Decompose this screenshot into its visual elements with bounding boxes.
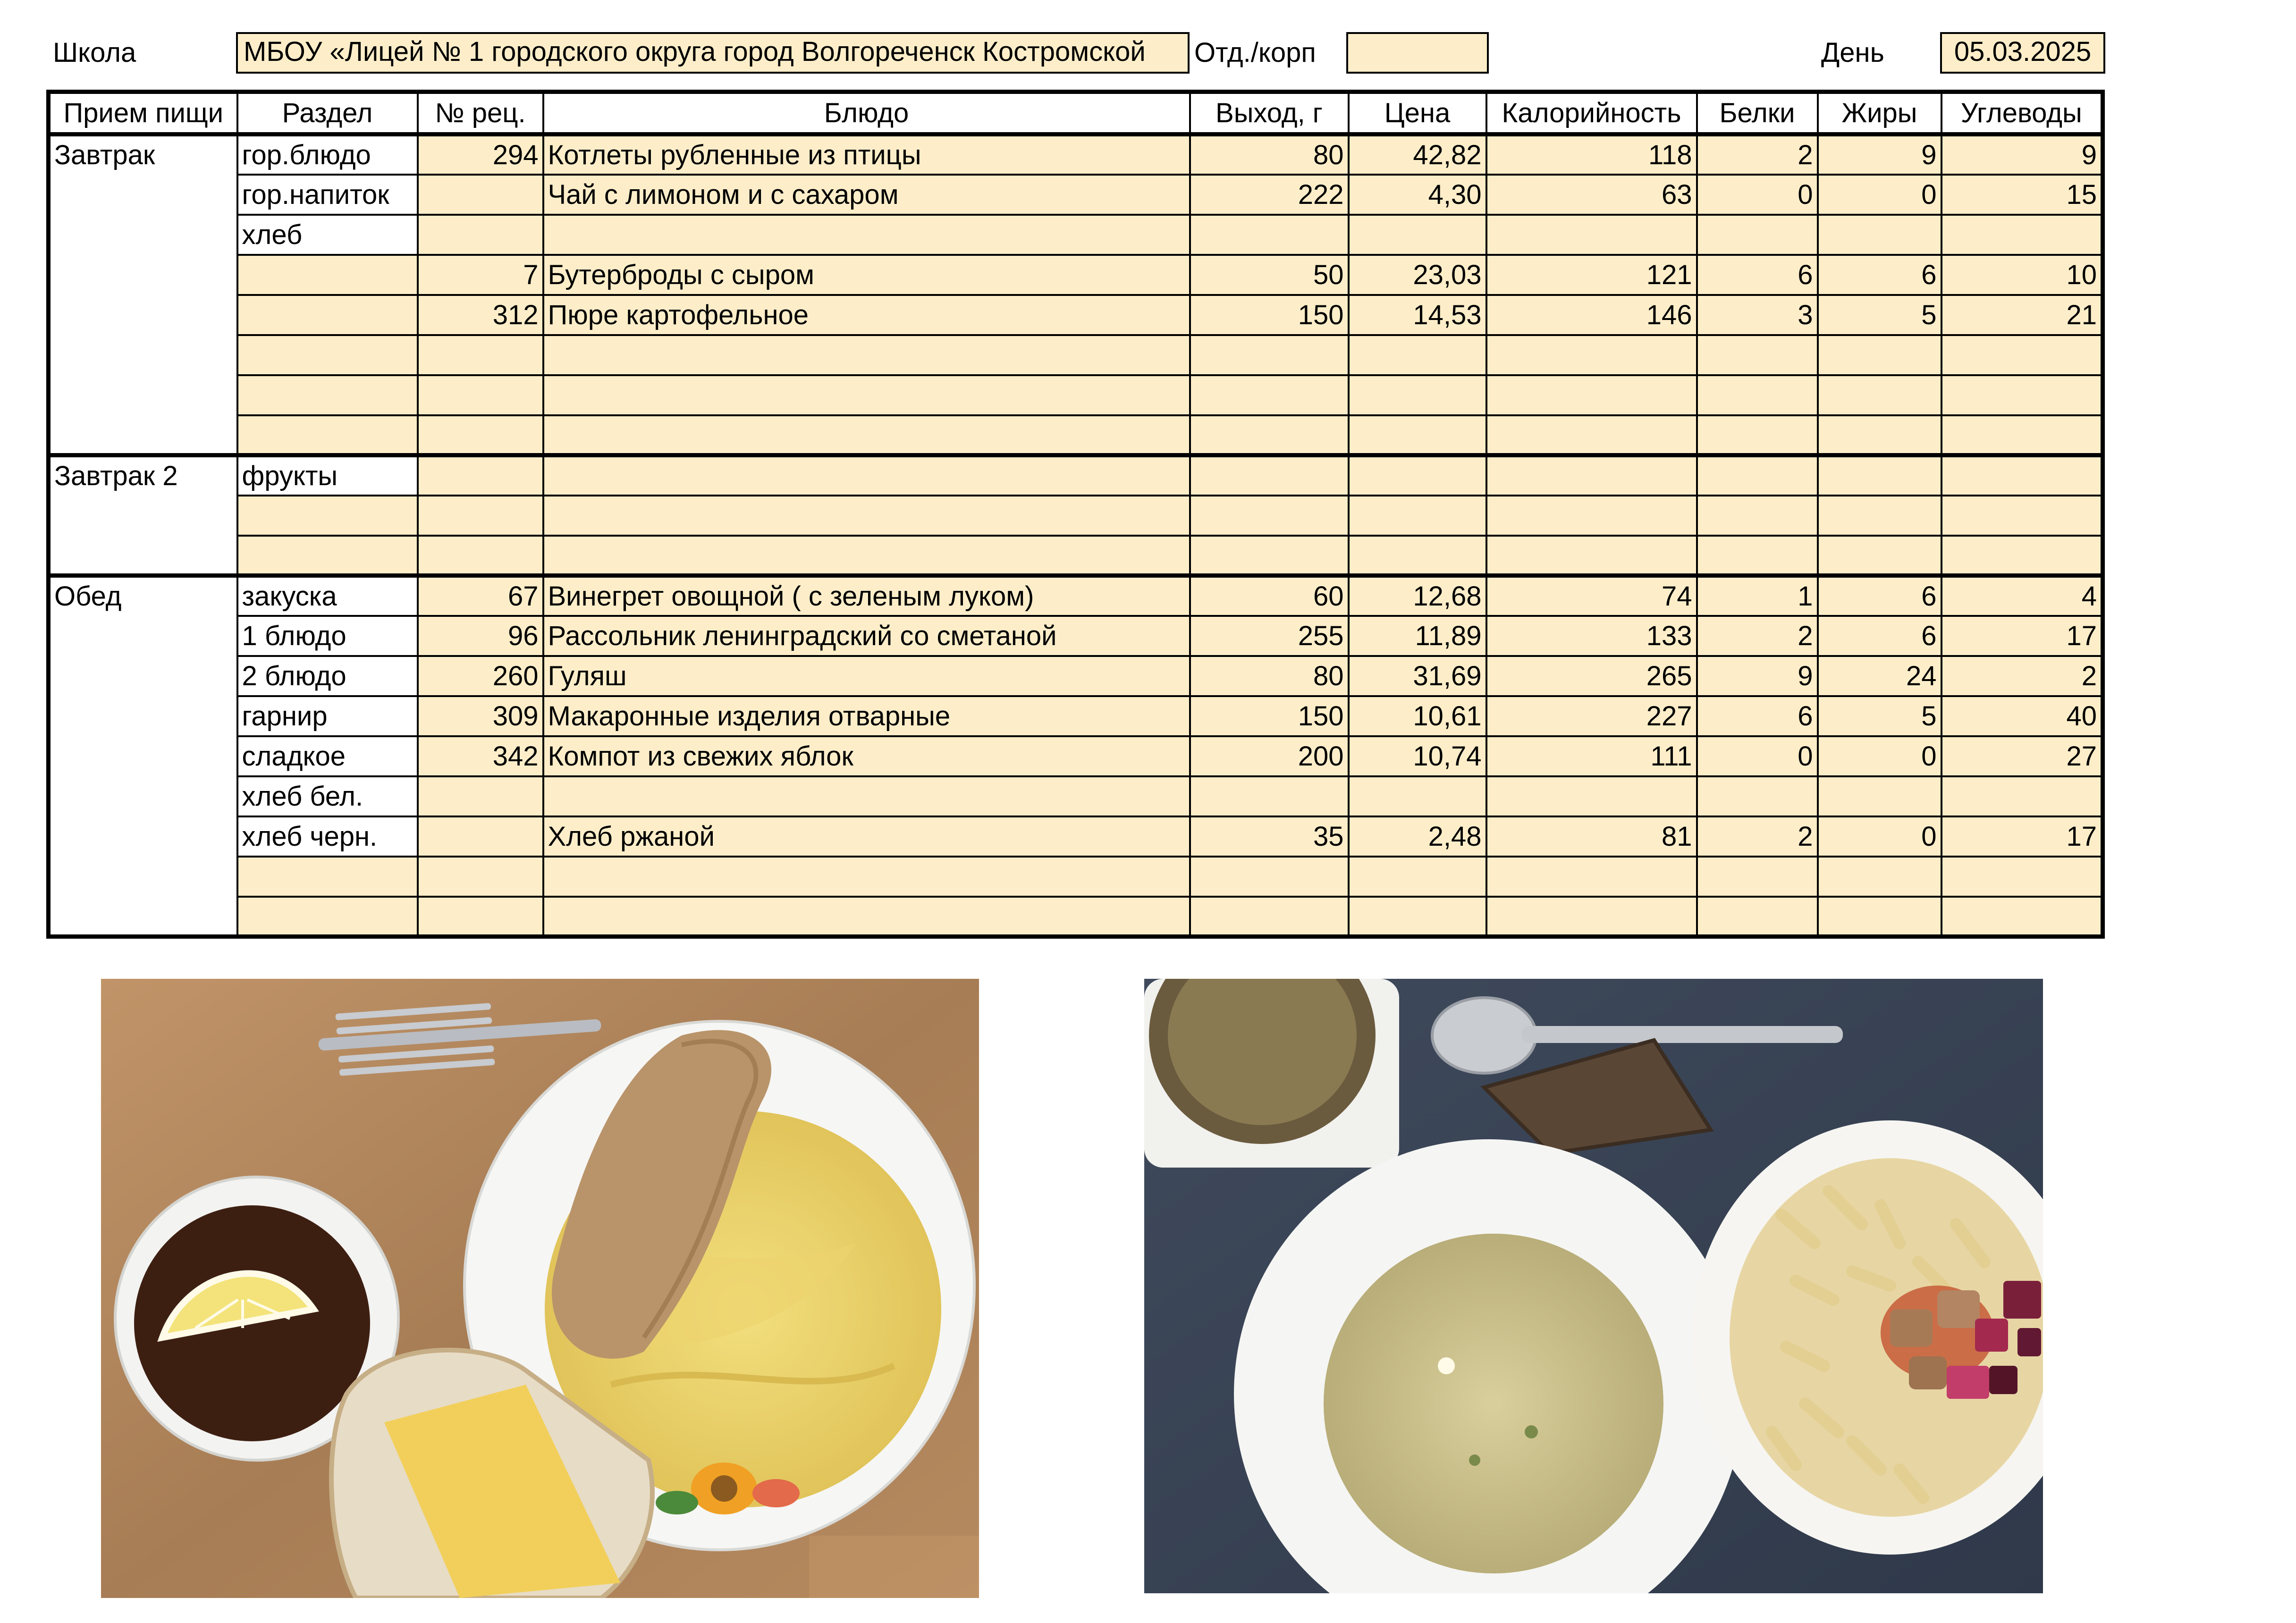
dish-cell[interactable]: Пюре картофельное xyxy=(543,295,1190,335)
breakfast2-row xyxy=(49,496,2103,536)
dish-cell[interactable] xyxy=(543,897,1190,937)
protein-cell[interactable] xyxy=(1697,455,1818,496)
calories-cell[interactable] xyxy=(1486,335,1697,375)
section-cell[interactable]: 2 блюдо xyxy=(237,656,418,696)
price-cell[interactable] xyxy=(1349,496,1486,536)
recipe-no-cell[interactable] xyxy=(418,335,543,375)
day-label: День xyxy=(1821,37,1884,68)
price-cell[interactable]: 4,30 xyxy=(1349,175,1486,215)
recipe-no-cell[interactable] xyxy=(418,536,543,576)
price-cell[interactable] xyxy=(1349,415,1486,455)
col-header-dish: Блюдо xyxy=(543,92,1190,135)
price-cell[interactable] xyxy=(1349,897,1486,937)
breakfast-row xyxy=(49,215,2103,255)
recipe-no-cell[interactable] xyxy=(418,455,543,496)
protein-cell[interactable]: 2 xyxy=(1697,816,1818,857)
recipe-no-cell[interactable]: 312 xyxy=(418,295,543,335)
menu-table xyxy=(46,90,2105,939)
section-cell[interactable]: сладкое xyxy=(237,736,418,776)
price-cell[interactable] xyxy=(1349,536,1486,576)
carbs-cell[interactable]: 9 xyxy=(1941,135,2103,175)
fat-cell[interactable] xyxy=(1818,857,1941,897)
carbs-cell[interactable] xyxy=(1941,897,2103,937)
carbs-cell[interactable] xyxy=(1941,455,2103,496)
calories-cell[interactable]: 121 xyxy=(1486,255,1697,295)
calories-cell[interactable] xyxy=(1486,536,1697,576)
dept-field[interactable] xyxy=(1346,32,1489,74)
col-header-price: Цена xyxy=(1349,92,1486,135)
breakfast-row xyxy=(49,295,2103,335)
price-cell[interactable]: 2,48 xyxy=(1349,816,1486,857)
school-label: Школа xyxy=(53,37,136,68)
recipe-no-cell[interactable]: 342 xyxy=(418,736,543,776)
recipe-no-cell[interactable]: 7 xyxy=(418,255,543,295)
fat-cell[interactable] xyxy=(1818,415,1941,455)
lunch-row xyxy=(49,857,2103,897)
output-cell[interactable]: 222 xyxy=(1190,175,1349,215)
output-cell[interactable] xyxy=(1190,215,1349,255)
dish-cell[interactable] xyxy=(543,496,1190,536)
dish-cell[interactable]: Рассольник ленинградский со сметаной xyxy=(543,616,1190,656)
calories-cell[interactable] xyxy=(1486,776,1697,816)
protein-cell[interactable]: 9 xyxy=(1697,656,1818,696)
calories-cell[interactable]: 118 xyxy=(1486,135,1697,175)
compote-mug xyxy=(1144,979,1399,1168)
section-cell[interactable] xyxy=(237,536,418,576)
output-cell[interactable] xyxy=(1190,496,1349,536)
fat-cell[interactable] xyxy=(1818,536,1941,576)
price-cell[interactable]: 31,69 xyxy=(1349,656,1486,696)
fat-cell[interactable]: 0 xyxy=(1818,816,1941,857)
meal-cell-breakfast2: Завтрак 2 xyxy=(49,455,237,576)
price-cell[interactable] xyxy=(1349,215,1486,255)
breakfast-row xyxy=(49,375,2103,415)
breakfast-row xyxy=(49,415,2103,455)
carbs-cell[interactable] xyxy=(1941,335,2103,375)
dish-cell[interactable]: Хлеб ржаной xyxy=(543,816,1190,857)
section-cell[interactable]: гор.напиток xyxy=(237,175,418,215)
col-header-recipe-no: № рец. xyxy=(418,92,543,135)
breakfast2-row xyxy=(49,455,2103,496)
price-cell[interactable]: 42,82 xyxy=(1349,135,1486,175)
carbs-cell[interactable]: 4 xyxy=(1941,576,2103,616)
fat-cell[interactable] xyxy=(1818,776,1941,816)
carbs-cell[interactable] xyxy=(1941,215,2103,255)
breakfast-row xyxy=(49,255,2103,295)
carbs-cell[interactable] xyxy=(1941,857,2103,897)
carbs-cell[interactable]: 40 xyxy=(1941,696,2103,736)
section-cell[interactable] xyxy=(237,897,418,937)
calories-cell[interactable]: 133 xyxy=(1486,616,1697,656)
carbs-cell[interactable] xyxy=(1941,776,2103,816)
protein-cell[interactable] xyxy=(1697,335,1818,375)
protein-cell[interactable]: 6 xyxy=(1697,255,1818,295)
school-name-field[interactable]: МБОУ «Лицей № 1 городского округа город Волгореченск Костромской xyxy=(236,32,1190,74)
lunch-photo xyxy=(1144,979,2043,1593)
section-cell[interactable] xyxy=(237,857,418,897)
day-field[interactable]: 05.03.2025 xyxy=(1940,32,2105,74)
breakfast-row xyxy=(49,335,2103,375)
carbs-cell[interactable]: 21 xyxy=(1941,295,2103,335)
recipe-no-cell[interactable] xyxy=(418,175,543,215)
protein-cell[interactable]: 0 xyxy=(1697,175,1818,215)
fat-cell[interactable]: 6 xyxy=(1818,616,1941,656)
dish-cell[interactable] xyxy=(543,857,1190,897)
calories-cell[interactable]: 111 xyxy=(1486,736,1697,776)
carbs-cell[interactable]: 15 xyxy=(1941,175,2103,215)
recipe-no-cell[interactable]: 309 xyxy=(418,696,543,736)
protein-cell[interactable]: 2 xyxy=(1697,616,1818,656)
recipe-no-cell[interactable]: 67 xyxy=(418,576,543,616)
calories-cell[interactable] xyxy=(1486,375,1697,415)
recipe-no-cell[interactable]: 260 xyxy=(418,656,543,696)
fat-cell[interactable]: 0 xyxy=(1818,175,1941,215)
output-cell[interactable] xyxy=(1190,897,1349,937)
recipe-no-cell[interactable] xyxy=(418,415,543,455)
col-header-calories: Калорийность xyxy=(1486,92,1697,135)
section-cell[interactable]: гор.блюдо xyxy=(237,135,418,175)
output-cell[interactable] xyxy=(1190,776,1349,816)
dish-cell[interactable]: Винегрет овощной ( с зеленым луком) xyxy=(543,576,1190,616)
recipe-no-cell[interactable] xyxy=(418,496,543,536)
lunch-row xyxy=(49,736,2103,776)
meal-cell-lunch: Обед xyxy=(49,576,237,937)
protein-cell[interactable]: 2 xyxy=(1697,135,1818,175)
section-cell[interactable] xyxy=(237,496,418,536)
section-cell[interactable]: закуска xyxy=(237,576,418,616)
price-cell[interactable] xyxy=(1349,335,1486,375)
fat-cell[interactable]: 6 xyxy=(1818,255,1941,295)
recipe-no-cell[interactable] xyxy=(418,215,543,255)
carbs-cell[interactable] xyxy=(1941,496,2103,536)
dish-cell[interactable] xyxy=(543,455,1190,496)
section-cell[interactable] xyxy=(237,255,418,295)
col-header-carbs: Углеводы xyxy=(1941,92,2103,135)
recipe-no-cell[interactable]: 96 xyxy=(418,616,543,656)
carbs-cell[interactable]: 17 xyxy=(1941,616,2103,656)
output-cell[interactable] xyxy=(1190,375,1349,415)
price-cell[interactable]: 10,61 xyxy=(1349,696,1486,736)
recipe-no-cell[interactable] xyxy=(418,816,543,857)
col-header-protein: Белки xyxy=(1697,92,1818,135)
dish-cell[interactable] xyxy=(543,776,1190,816)
fat-cell[interactable] xyxy=(1818,455,1941,496)
section-cell[interactable] xyxy=(237,375,418,415)
price-cell[interactable] xyxy=(1349,857,1486,897)
fat-cell[interactable] xyxy=(1818,375,1941,415)
output-cell[interactable]: 50 xyxy=(1190,255,1349,295)
output-cell[interactable]: 255 xyxy=(1190,616,1349,656)
dish-cell[interactable]: Бутерброды с сыром xyxy=(543,255,1190,295)
col-header-output: Выход, г xyxy=(1190,92,1349,135)
protein-cell[interactable] xyxy=(1697,415,1818,455)
recipe-no-cell[interactable] xyxy=(418,857,543,897)
fat-cell[interactable] xyxy=(1818,215,1941,255)
recipe-no-cell[interactable]: 294 xyxy=(418,135,543,175)
lunch-row xyxy=(49,576,2103,616)
calories-cell[interactable]: 74 xyxy=(1486,576,1697,616)
output-cell[interactable] xyxy=(1190,455,1349,496)
dish-cell[interactable]: Котлеты рубленные из птицы xyxy=(543,135,1190,175)
calories-cell[interactable] xyxy=(1486,415,1697,455)
carbs-cell[interactable]: 17 xyxy=(1941,816,2103,857)
price-cell[interactable]: 23,03 xyxy=(1349,255,1486,295)
protein-cell[interactable] xyxy=(1697,857,1818,897)
fat-cell[interactable]: 9 xyxy=(1818,135,1941,175)
carbs-cell[interactable]: 27 xyxy=(1941,736,2103,776)
calories-cell[interactable]: 227 xyxy=(1486,696,1697,736)
calories-cell[interactable] xyxy=(1486,455,1697,496)
section-cell[interactable]: гарнир xyxy=(237,696,418,736)
fat-cell[interactable]: 5 xyxy=(1818,295,1941,335)
output-cell[interactable]: 80 xyxy=(1190,656,1349,696)
calories-cell[interactable]: 146 xyxy=(1486,295,1697,335)
output-cell[interactable]: 150 xyxy=(1190,696,1349,736)
price-cell[interactable]: 12,68 xyxy=(1349,576,1486,616)
carbs-cell[interactable] xyxy=(1941,375,2103,415)
calories-cell[interactable]: 265 xyxy=(1486,656,1697,696)
output-cell[interactable] xyxy=(1190,857,1349,897)
header-row xyxy=(49,92,2103,135)
protein-cell[interactable] xyxy=(1697,536,1818,576)
lunch-row xyxy=(49,816,2103,857)
section-cell[interactable]: хлеб бел. xyxy=(237,776,418,816)
output-cell[interactable] xyxy=(1190,536,1349,576)
carbs-cell[interactable] xyxy=(1941,415,2103,455)
recipe-no-cell[interactable] xyxy=(418,897,543,937)
lunch-row xyxy=(49,776,2103,816)
protein-cell[interactable]: 0 xyxy=(1697,736,1818,776)
section-cell[interactable]: хлеб xyxy=(237,215,418,255)
price-cell[interactable]: 11,89 xyxy=(1349,616,1486,656)
fat-cell[interactable] xyxy=(1818,496,1941,536)
price-cell[interactable] xyxy=(1349,455,1486,496)
menu-body xyxy=(49,135,2103,937)
breakfast-row xyxy=(49,135,2103,175)
output-cell[interactable]: 200 xyxy=(1190,736,1349,776)
recipe-no-cell[interactable] xyxy=(418,776,543,816)
meal-cell-breakfast: Завтрак xyxy=(49,135,237,455)
calories-cell[interactable] xyxy=(1486,897,1697,937)
dish-cell[interactable] xyxy=(543,215,1190,255)
protein-cell[interactable] xyxy=(1697,215,1818,255)
output-cell[interactable]: 80 xyxy=(1190,135,1349,175)
lunch-photo-svg xyxy=(1144,979,2043,1593)
calories-cell[interactable] xyxy=(1486,857,1697,897)
breakfast-row xyxy=(49,175,2103,215)
dish-cell[interactable]: Макаронные изделия отварные xyxy=(543,696,1190,736)
lunch-row xyxy=(49,897,2103,937)
recipe-no-cell[interactable] xyxy=(418,375,543,415)
carbs-cell[interactable] xyxy=(1941,536,2103,576)
fat-cell[interactable]: 0 xyxy=(1818,736,1941,776)
section-cell[interactable]: фрукты xyxy=(237,455,418,496)
output-cell[interactable]: 150 xyxy=(1190,295,1349,335)
col-header-meal: Прием пищи xyxy=(49,92,237,135)
output-cell[interactable] xyxy=(1190,335,1349,375)
breakfast2-row xyxy=(49,536,2103,576)
fat-cell[interactable] xyxy=(1818,335,1941,375)
protein-cell[interactable] xyxy=(1697,496,1818,536)
protein-cell[interactable]: 1 xyxy=(1697,576,1818,616)
calories-cell[interactable]: 81 xyxy=(1486,816,1697,857)
section-cell[interactable]: 1 блюдо xyxy=(237,616,418,656)
lunch-row xyxy=(49,616,2103,656)
calories-cell[interactable] xyxy=(1486,215,1697,255)
protein-cell[interactable]: 6 xyxy=(1697,696,1818,736)
carbs-cell[interactable]: 2 xyxy=(1941,656,2103,696)
protein-cell[interactable] xyxy=(1697,375,1818,415)
calories-cell[interactable] xyxy=(1486,496,1697,536)
section-cell[interactable] xyxy=(237,415,418,455)
col-header-section: Раздел xyxy=(237,92,418,135)
carbs-cell[interactable]: 10 xyxy=(1941,255,2103,295)
price-cell[interactable] xyxy=(1349,776,1486,816)
col-header-fat: Жиры xyxy=(1818,92,1941,135)
breakfast-photo-svg xyxy=(101,979,979,1598)
dish-cell[interactable]: Компот из свежих яблок xyxy=(543,736,1190,776)
dish-cell[interactable]: Чай с лимоном и с сахаром xyxy=(543,175,1190,215)
output-cell[interactable] xyxy=(1190,415,1349,455)
fat-cell[interactable] xyxy=(1818,897,1941,937)
protein-cell[interactable] xyxy=(1697,897,1818,937)
section-cell[interactable] xyxy=(237,335,418,375)
dish-cell[interactable]: Гуляш xyxy=(543,656,1190,696)
section-cell[interactable]: хлеб черн. xyxy=(237,816,418,857)
fat-cell[interactable]: 5 xyxy=(1818,696,1941,736)
dish-cell[interactable] xyxy=(543,536,1190,576)
fat-cell[interactable]: 6 xyxy=(1818,576,1941,616)
dept-label: Отд./корп xyxy=(1194,37,1316,68)
output-cell[interactable]: 60 xyxy=(1190,576,1349,616)
section-cell[interactable] xyxy=(237,295,418,335)
price-cell[interactable]: 14,53 xyxy=(1349,295,1486,335)
calories-cell[interactable]: 63 xyxy=(1486,175,1697,215)
price-cell[interactable]: 10,74 xyxy=(1349,736,1486,776)
lunch-row xyxy=(49,656,2103,696)
output-cell[interactable]: 35 xyxy=(1190,816,1349,857)
dish-cell[interactable] xyxy=(543,335,1190,375)
lunch-row xyxy=(49,696,2103,736)
fat-cell[interactable]: 24 xyxy=(1818,656,1941,696)
protein-cell[interactable]: 3 xyxy=(1697,295,1818,335)
price-cell[interactable] xyxy=(1349,375,1486,415)
breakfast-photo xyxy=(101,979,979,1598)
dish-cell[interactable] xyxy=(543,415,1190,455)
protein-cell[interactable] xyxy=(1697,776,1818,816)
dish-cell[interactable] xyxy=(543,375,1190,415)
